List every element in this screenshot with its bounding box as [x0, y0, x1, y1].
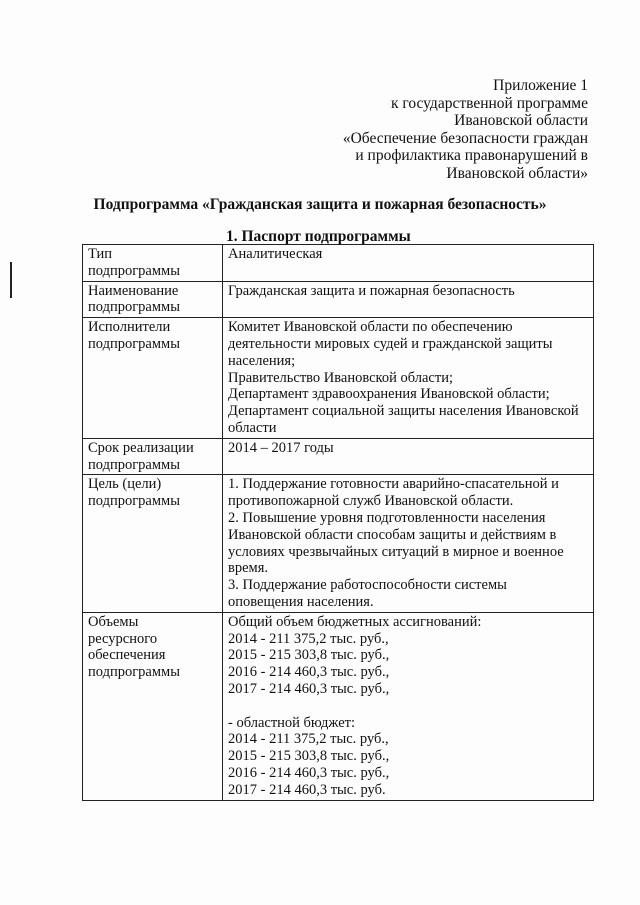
subprogram-title: Подпрограмма «Гражданская защита и пожарная безопасность» [93, 196, 547, 213]
header-line: к государственной программе [390, 94, 588, 112]
header-line: Ивановской области» [446, 164, 588, 182]
funding-regional-heading: - областной бюджет: [228, 714, 356, 731]
row-label: Цель (цели) подпрограммы [83, 475, 223, 612]
table-row-period [83, 438, 594, 475]
row-value [223, 612, 594, 800]
row-label: Объемы ресурсного обеспечения подпрограммы [83, 612, 223, 800]
row-label: Срок реализации подпрограммы [83, 438, 223, 475]
table-row-funding [83, 612, 594, 800]
row-value: Комитет Ивановской области по обеспечению деятельности мировых судей и гражданской защиты населения; Правительство Ивановской области; Департамент здравоохранения Ивановской области; Департамент социальной защиты населения Ивановской области [223, 318, 594, 439]
row-value: Аналитическая [223, 245, 594, 282]
funding-total-line: 2014 - 211 375,2 тыс. руб., [228, 630, 389, 647]
row-value: 1. Поддержание готовности аварийно-спасательной и противопожарной служб Ивановской области. 2. Повышение уровня подготовленности населения Ивановской области способам защиты и действиям в условиях чрезвычайных ситуаций в мирное и военное время. 3. Поддержание работоспособности системы оповещения населения. [223, 475, 594, 612]
funding-total-line: 2016 - 214 460,3 тыс. руб., [228, 664, 390, 681]
row-value: 2014 – 2017 годы [223, 438, 594, 475]
funding-total-heading: Общий объем бюджетных ассигнований: [228, 613, 482, 630]
funding-regional-line: 2017 - 214 460,3 тыс. руб. [228, 781, 386, 798]
funding-total-line: 2015 - 215 303,8 тыс. руб., [228, 647, 390, 664]
spacer [228, 698, 589, 715]
passport-table [82, 244, 594, 801]
scan-margin-mark [10, 262, 12, 298]
funding-regional-line: 2015 - 215 303,8 тыс. руб., [228, 748, 390, 765]
table-row-goals [83, 475, 594, 612]
row-label: Тип подпрограммы [83, 245, 223, 282]
appendix-header [343, 77, 588, 182]
header-line: «Обеспечение безопасности граждан [342, 129, 588, 147]
section-title: 1. Паспорт подпрограммы [226, 228, 411, 245]
funding-total-line: 2017 - 214 460,3 тыс. руб., [228, 680, 390, 697]
header-line: Ивановской области [454, 112, 588, 129]
funding-regional-line: 2016 - 214 460,3 тыс. руб., [228, 764, 390, 781]
table-row-name [83, 281, 594, 318]
header-line: Приложение 1 [493, 77, 588, 94]
row-label: Исполнители подпрограммы [83, 318, 223, 439]
table-row-type [83, 245, 594, 282]
row-value: Гражданская защита и пожарная безопасность [223, 281, 594, 318]
header-line: и профилактика правонарушений в [355, 147, 588, 164]
funding-regional-line: 2014 - 211 375,2 тыс. руб., [228, 731, 389, 748]
table-row-executors [83, 318, 594, 439]
row-label: Наименование подпрограммы [83, 281, 223, 318]
